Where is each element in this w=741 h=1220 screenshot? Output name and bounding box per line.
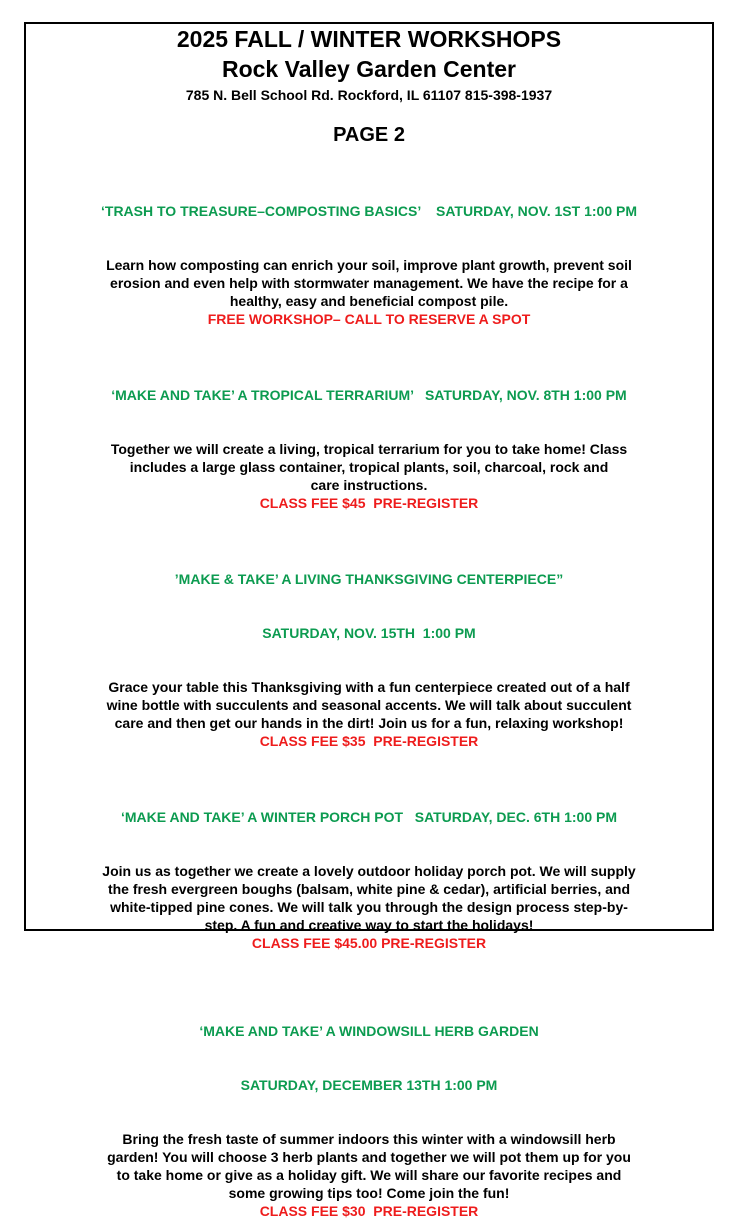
- workshop-title-line: ’MAKE & TAKE’ A LIVING THANKSGIVING CENTERPIECE”: [174, 571, 564, 587]
- workshop-centerpiece: [26, 534, 712, 750]
- workshop-description: [26, 678, 712, 732]
- description-line: Grace your table this Thanksgiving with a fun centerpiece created out of a half: [108, 679, 630, 695]
- workshop-title-line: ‘MAKE AND TAKE’ A WINTER PORCH POT SATURDAY, DEC. 6TH 1:00 PM: [120, 809, 617, 825]
- workshop-title: [26, 534, 712, 678]
- description-line: erosion and even help with stormwater management. We have the recipe for a: [110, 275, 628, 291]
- description-line: the fresh evergreen boughs (balsam, white pine & cedar), artificial berries, and: [107, 881, 631, 897]
- business-address: 785 N. Bell School Rd. Rockford, IL 61107 815-398-1937: [185, 87, 553, 103]
- workshop-description: [26, 862, 712, 934]
- description-line: Together we will create a living, tropical terrarium for you to take home! Class: [110, 441, 628, 457]
- page-number: PAGE 2: [333, 124, 405, 146]
- workshop-composting: [26, 166, 712, 328]
- workshop-herb-garden: [26, 986, 712, 1220]
- workshop-title-line: ‘MAKE AND TAKE’ A TROPICAL TERRARIUM’ SATURDAY, NOV. 8TH 1:00 PM: [111, 387, 627, 403]
- description-line: to take home or give as a holiday gift. We will share our favorite recipes and: [116, 1167, 622, 1183]
- workshop-fee: FREE WORKSHOP– CALL TO RESERVE A SPOT: [207, 311, 531, 327]
- description-line: white-tipped pine cones. We will talk you through the design process step-by-: [110, 899, 628, 915]
- workshop-title-line: ‘TRASH TO TREASURE–COMPOSTING BASICS’ SATURDAY, NOV. 1ST 1:00 PM: [101, 203, 637, 219]
- business-name: Rock Valley Garden Center: [221, 56, 516, 82]
- workshop-description: [26, 256, 712, 310]
- description-line: garden! You will choose 3 herb plants and together we will pot them up for you: [107, 1149, 631, 1165]
- description-line: healthy, easy and beneficial compost pile.: [229, 293, 509, 309]
- description-line: step. A fun and creative way to start the holidays!: [204, 917, 534, 933]
- description-line: care instructions.: [310, 477, 428, 493]
- description-line: some growing tips too! Come join the fun!: [228, 1185, 510, 1201]
- workshop-fee: CLASS FEE $45.00 PRE-REGISTER: [251, 935, 487, 951]
- workshop-title: [26, 166, 712, 256]
- description-line: includes a large glass container, tropical plants, soil, charcoal, rock and: [129, 459, 609, 475]
- workshop-title-line: SATURDAY, NOV. 15TH 1:00 PM: [262, 625, 476, 641]
- description-line: Learn how composting can enrich your soil, improve plant growth, prevent soil: [106, 257, 632, 273]
- flyer-content: [26, 24, 712, 1220]
- workshop-title-line: SATURDAY, DECEMBER 13TH 1:00 PM: [240, 1077, 498, 1093]
- flyer-title: 2025 FALL / WINTER WORKSHOPS: [176, 26, 562, 52]
- workshop-title: [26, 350, 712, 440]
- workshop-fee: CLASS FEE $45 PRE-REGISTER: [259, 495, 479, 511]
- workshop-title-line: ‘MAKE AND TAKE’ A WINDOWSILL HERB GARDEN: [199, 1023, 539, 1039]
- workshop-porch-pot: [26, 772, 712, 952]
- description-line: care and then get our hands in the dirt! Join us for a fun, relaxing workshop!: [114, 715, 624, 731]
- workshop-title: [26, 986, 712, 1130]
- workshop-description: [26, 1130, 712, 1202]
- description-line: Join us as together we create a lovely outdoor holiday porch pot. We will supply: [102, 863, 636, 879]
- workshop-title: [26, 772, 712, 862]
- description-line: Bring the fresh taste of summer indoors this winter with a windowsill herb: [122, 1131, 616, 1147]
- description-line: wine bottle with succulents and seasonal accents. We will talk about succulent: [106, 697, 632, 713]
- workshop-description: [26, 440, 712, 494]
- workshop-terrarium: [26, 350, 712, 512]
- workshop-fee: CLASS FEE $35 PRE-REGISTER: [259, 733, 479, 749]
- workshop-fee: CLASS FEE $30 PRE-REGISTER: [259, 1203, 479, 1219]
